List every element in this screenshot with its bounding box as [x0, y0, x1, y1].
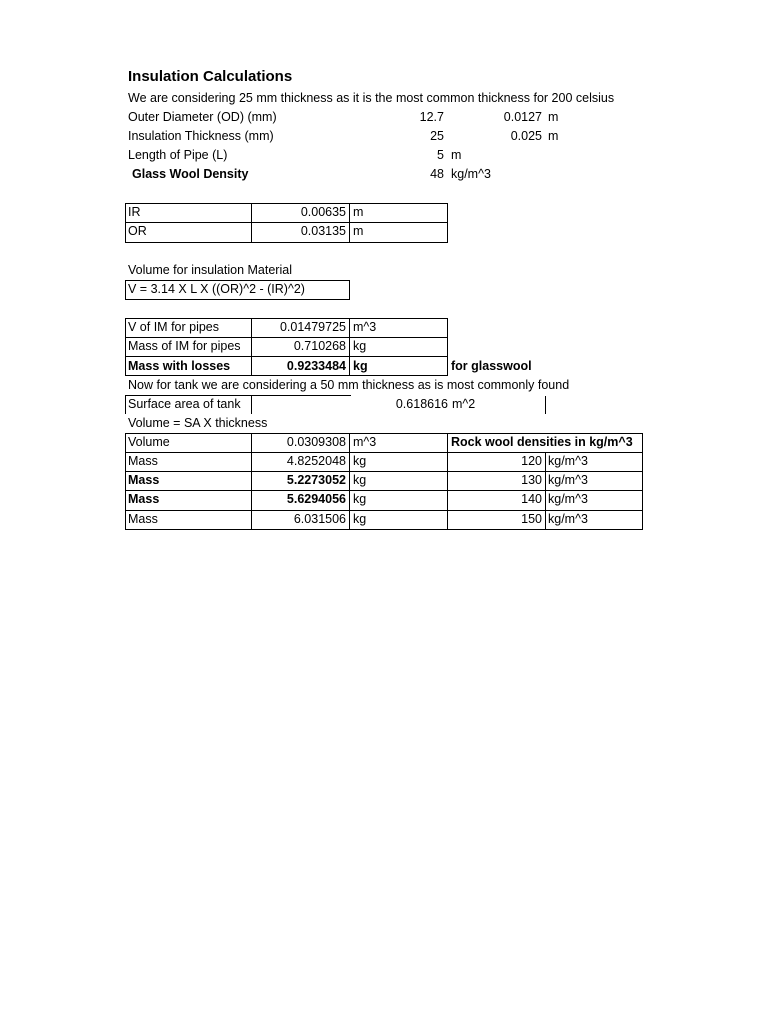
intro-text: We are considering 25 mm thickness as it is the most common thickness for 200 celsius — [128, 91, 615, 105]
param-value-2: 0.0127 — [503, 110, 542, 124]
pipe-value: 0.9233484 — [286, 359, 346, 373]
tank-note: Now for tank we are considering a 50 mm thickness as is most commonly found — [128, 378, 570, 392]
radius-label: OR — [128, 224, 147, 238]
pipe-label: V of IM for pipes — [128, 320, 220, 334]
pipe-unit: kg — [353, 359, 368, 373]
mass-label: Mass — [128, 492, 160, 506]
volume-heading: Volume for insulation Material — [128, 263, 292, 277]
density-value: 120 — [521, 454, 542, 468]
radius-unit: m — [353, 224, 364, 238]
param-unit: m — [548, 129, 559, 143]
pipe-label: Mass of IM for pipes — [128, 339, 241, 353]
pipe-unit: m^3 — [353, 320, 377, 334]
divider — [545, 452, 546, 530]
density-value: 150 — [521, 512, 542, 526]
tank-volume-label: Volume — [128, 435, 170, 449]
density-unit: kg/m^3 — [548, 492, 588, 506]
radius-value: 0.00635 — [300, 205, 346, 219]
param-unit: kg/m^3 — [451, 167, 491, 181]
param-value: 48 — [430, 167, 444, 181]
pipe-unit: kg — [353, 339, 367, 353]
surface-area-value: 0.618616 — [395, 397, 448, 411]
mass-unit: kg — [353, 454, 367, 468]
surface-area-label: Surface area of tank — [128, 397, 241, 411]
mass-value: 6.031506 — [293, 512, 346, 526]
mass-label: Mass — [128, 473, 160, 487]
glasswool-note: for glasswool — [451, 359, 532, 373]
mass-label: Mass — [128, 512, 158, 526]
mass-unit: kg — [353, 492, 367, 506]
radius-unit: m — [353, 205, 364, 219]
page-title: Insulation Calculations — [128, 68, 293, 85]
pipe-value: 0.01479725 — [279, 320, 346, 334]
radius-value: 0.03135 — [300, 224, 346, 238]
param-unit: m — [548, 110, 559, 124]
radius-label: IR — [128, 205, 141, 219]
param-label: Insulation Thickness (mm) — [128, 129, 274, 143]
mass-value: 5.6294056 — [286, 492, 346, 506]
rockwool-header: Rock wool densities in kg/m^3 — [451, 435, 633, 449]
param-label: Outer Diameter (OD) (mm) — [128, 110, 277, 124]
divider — [349, 433, 350, 530]
param-unit: m — [451, 148, 462, 162]
mass-value: 5.2273052 — [286, 473, 346, 487]
param-value: 12.7 — [419, 110, 444, 124]
param-value: 25 — [430, 129, 444, 143]
pipe-value: 0.710268 — [293, 339, 346, 353]
volume-formula: V = 3.14 X L X ((OR)^2 - (IR)^2) — [128, 282, 305, 296]
tank-volume-unit: m^3 — [353, 435, 377, 449]
mass-unit: kg — [353, 512, 367, 526]
volume-sa-text: Volume = SA X thickness — [128, 416, 268, 430]
density-unit: kg/m^3 — [548, 512, 588, 526]
mass-value: 4.8252048 — [286, 454, 346, 468]
density-unit: kg/m^3 — [548, 454, 588, 468]
pipe-label: Mass with losses — [128, 359, 231, 373]
divider — [349, 203, 350, 243]
density-unit: kg/m^3 — [548, 473, 588, 487]
param-label: Glass Wool Density — [132, 167, 249, 181]
param-value-2: 0.025 — [510, 129, 542, 143]
param-value: 5 — [437, 148, 444, 162]
mass-label: Mass — [128, 454, 158, 468]
divider — [545, 396, 546, 414]
density-value: 130 — [521, 473, 542, 487]
surface-area-unit: m^2 — [452, 397, 476, 411]
param-label: Length of Pipe (L) — [128, 148, 228, 162]
mass-unit: kg — [353, 473, 367, 487]
divider — [251, 395, 252, 414]
density-value: 140 — [521, 492, 542, 506]
divider — [349, 318, 350, 376]
tank-volume-value: 0.0309308 — [286, 435, 346, 449]
